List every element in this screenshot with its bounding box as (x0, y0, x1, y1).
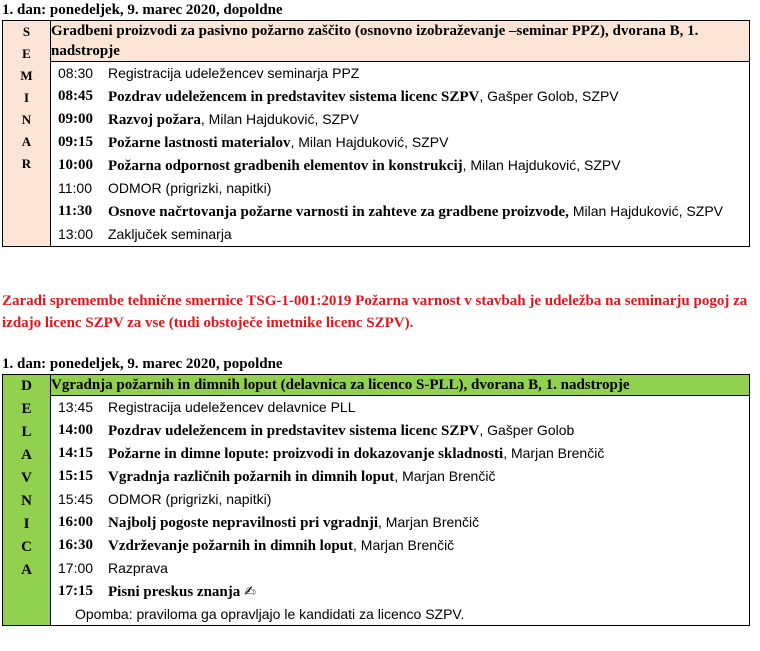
schedule-time: 08:45 (58, 88, 93, 104)
schedule-speaker: , Gašper Golob (479, 422, 575, 438)
schedule-item (51, 177, 749, 200)
schedule-time: 17:15 (58, 583, 93, 599)
schedule-topic: Požarna odpornost gradbenih elementov in konstrukcij (108, 158, 463, 174)
schedule-item (51, 200, 749, 223)
delavnica-letter: A (21, 447, 32, 463)
seminar-side-label (3, 21, 51, 247)
schedule-item (51, 154, 749, 177)
schedule-time: 09:00 (58, 111, 93, 127)
delavnica-letter: I (23, 516, 30, 532)
schedule-item (51, 534, 749, 557)
schedule-topic: Najbolj pogoste nepravilnosti pri vgradnji (108, 515, 379, 531)
schedule-item (51, 557, 749, 580)
schedule-topic: Požarne in dimne lopute: proizvodi in dokazovanje skladnosti (108, 446, 504, 462)
schedule-speaker: ODMOR (prigrizki, napitki) (108, 491, 272, 507)
delavnica-note: Opomba: praviloma ga opravljajo le kandidati za licenco SZPV. (75, 606, 465, 622)
schedule-item (51, 223, 749, 246)
schedule-speaker: , Milan Hajduković, SZPV (290, 134, 449, 150)
seminar-letter: A (21, 134, 32, 149)
schedule-topic: Osnove načrtovanja požarne varnosti in zahteve za gradbene proizvode, (108, 204, 569, 220)
seminar-day-header: 1. dan: ponedeljek, 9. marec 2020, dopoldne (2, 2, 283, 18)
schedule-item (51, 511, 749, 534)
schedule-speaker: , Milan Hajduković, SZPV (200, 111, 359, 127)
schedule-item (51, 131, 749, 154)
schedule-time: 08:30 (58, 65, 94, 81)
schedule-speaker: Registracija udeležencev delavnice PLL (108, 399, 356, 415)
schedule-topic: Vgradnja različnih požarnih in dimnih loput (108, 469, 395, 485)
schedule-topic: Pozdrav udeležencem in predstavitev sistema licenc SZPV (108, 89, 480, 105)
schedule-time: 11:00 (58, 180, 92, 196)
seminar-letter: N (21, 112, 32, 127)
schedule-speaker: Razprava (108, 560, 168, 576)
delavnica-letter: A (21, 562, 32, 578)
schedule-item (51, 85, 749, 108)
schedule-item (51, 396, 749, 419)
seminar-letter: I (23, 90, 30, 105)
schedule-time: 15:15 (58, 468, 93, 484)
delavnica-letter: D (21, 378, 32, 394)
schedule-speaker: ODMOR (prigrizki, napitki) (108, 180, 272, 196)
seminar-title: Gradbeni proizvodi za pasivno požarno zaščito (osnovno izobraževanje –seminar PPZ), dvorana B, 1. nadstropje (51, 21, 750, 62)
schedule-time: 10:00 (58, 157, 93, 173)
seminar-letter: R (21, 156, 32, 171)
delavnica-letter: C (21, 539, 32, 555)
seminar-letter: S (22, 24, 31, 39)
delavnica-side-label (3, 375, 51, 626)
delavnica-letter: E (21, 401, 32, 417)
schedule-speaker: , Marjan Brenčič (353, 537, 455, 553)
schedule-time: 13:45 (58, 399, 94, 415)
schedule-item (51, 580, 749, 603)
schedule-speaker: , Gašper Golob, SZPV (479, 88, 619, 104)
schedule-item (51, 488, 749, 511)
schedule-speaker: Milan Hajduković, SZPV (568, 203, 723, 219)
schedule-item (51, 62, 749, 85)
schedule-time: 16:00 (58, 514, 93, 530)
schedule-topic: Pisni preskus znanja (108, 584, 241, 600)
schedule-item (51, 108, 749, 131)
schedule-speaker: ✍ (240, 583, 256, 599)
schedule-speaker: , Marjan Brenčič (378, 514, 480, 530)
schedule-time: 14:15 (58, 445, 93, 461)
schedule-time: 09:15 (58, 134, 93, 150)
schedule-topic: Pozdrav udeležencem in predstavitev sistema licenc SZPV (108, 423, 480, 439)
seminar-program-table (2, 20, 750, 247)
schedule-topic: Požarne lastnosti materialov (108, 135, 291, 151)
seminar-letter: E (22, 46, 31, 61)
schedule-speaker: , Milan Hajduković, SZPV (462, 157, 621, 173)
schedule-time: 17:00 (58, 560, 94, 576)
schedule-topic: Razvoj požara (108, 112, 201, 128)
delavnica-schedule (51, 396, 750, 626)
delavnica-title: Vgradnja požarnih in dimnih loput (delavnica za licenco S-PLL), dvorana B, 1. nadstropje (51, 375, 750, 396)
schedule-time: 15:45 (58, 491, 94, 507)
schedule-speaker: , Marjan Brenčič (503, 445, 605, 461)
schedule-time: 11:30 (58, 203, 93, 219)
delavnica-letter: N (21, 493, 32, 509)
schedule-item (51, 465, 749, 488)
schedule-time: 13:00 (58, 226, 94, 242)
seminar-warning-note: Zaradi spremembe tehnične smernice TSG-1-001:2019 Požarna varnost v stavbah je udeležba na seminarju pogoj za izdajo licenc SZPV za vse (tudi obstoječe imetnike licenc SZPV). (2, 293, 748, 331)
schedule-item (51, 419, 749, 442)
schedule-speaker: , Marjan Brenčič (394, 468, 496, 484)
schedule-speaker: Registracija udeležencev seminarja PPZ (108, 65, 360, 81)
schedule-time: 16:30 (58, 537, 93, 553)
schedule-topic: Vzdrževanje požarnih in dimnih loput (108, 538, 354, 554)
seminar-letter: M (20, 68, 33, 83)
schedule-speaker: Zaključek seminarja (108, 226, 232, 242)
delavnica-letter: L (21, 424, 32, 440)
seminar-schedule (51, 62, 750, 247)
delavnica-day-header: 1. dan: ponedeljek, 9. marec 2020, popoldne (2, 356, 283, 372)
schedule-item (51, 442, 749, 465)
delavnica-letter: V (21, 470, 32, 486)
schedule-time: 14:00 (58, 422, 93, 438)
delavnica-program-table (2, 374, 750, 626)
